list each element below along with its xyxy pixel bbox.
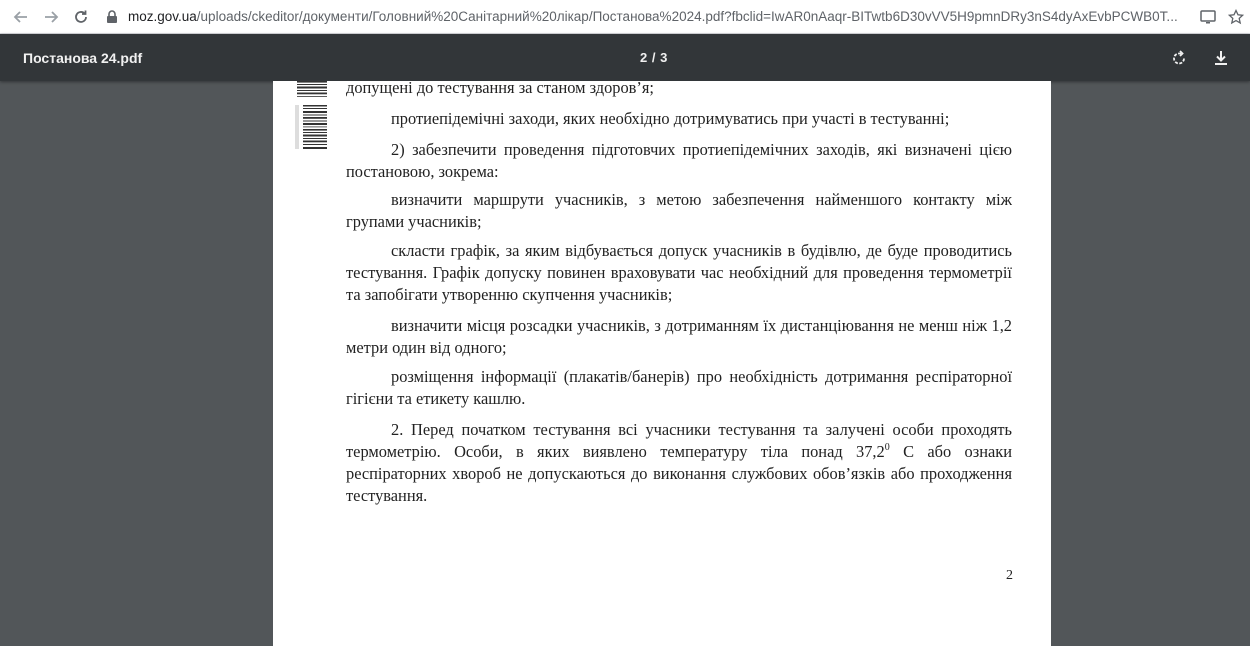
cast-button[interactable] [1194, 3, 1222, 31]
back-arrow-icon [13, 9, 29, 25]
paragraph-item-2: 2) забезпечити проведення підготовчих протиепідемічних заходів, які визначені цією постановою, зокрема: [346, 140, 1012, 181]
cast-icon [1200, 10, 1216, 24]
url-path: /uploads/ckeditor/документи/Головний%20Санітарний%20лікар/Постанова%2024.pdf?fbclid=IwAR0nAaqr-BITwtb6D30vVV5H9pmnDRy3nS4dyAxEvbPCWB0T... [196, 9, 1178, 24]
thermometry-text-start: 2. Перед початком тестування всі учасники тестування та залучені особи проходять термометрію. Особи, в яких виявлено температуру тіла понад 37,2 [346, 420, 1012, 461]
pdf-toolbar [0, 34, 1250, 81]
degree-superscript: 0 [884, 442, 890, 453]
paragraph-posters: розміщення інформації (плакатів/банерів) про необхідність дотримання респіраторної гігієни та етикету кашлю. [346, 367, 1012, 408]
reload-icon [73, 9, 89, 25]
rotate-button[interactable] [1158, 37, 1200, 79]
paragraph-thermometry [346, 419, 1012, 507]
download-icon [1213, 50, 1229, 66]
paragraph-schedule: скласти графік, за яким відбувається допуск учасників в будівлю, де буде проводитись тестування. Графік допуску повинен враховувати час необхідний для проведення термометрії та запобігати утворенню скупчення учасників; [346, 241, 1012, 304]
forward-button[interactable] [36, 2, 66, 32]
back-button[interactable] [6, 2, 36, 32]
registration-barcode [295, 81, 331, 153]
download-button[interactable] [1200, 37, 1242, 79]
url-host: moz.gov.ua [128, 9, 197, 24]
paragraph-health-admission: допущені до тестування за станом здоров’я; [346, 81, 654, 97]
paragraph-routes: визначити маршрути учасників, з метою забезпечення найменшого контакту між групами учасників; [346, 190, 1012, 231]
page-number: 2 [1006, 568, 1013, 583]
page-indicator: 2 / 3 [640, 50, 668, 65]
rotate-icon [1170, 49, 1188, 67]
url-field[interactable] [128, 9, 1208, 24]
paragraph-seating: визначити місця розсадки учасників, з дотриманням їх дистанціювання не менш ніж 1,2 метри один від одного; [346, 316, 1012, 357]
pdf-file-title: Постанова 24.pdf [23, 49, 143, 66]
paragraph-antiepidemic-measures: протиепідемічні заходи, яких необхідно дотримуватись при участі в тестуванні; [391, 109, 950, 128]
bookmark-star-icon [1228, 9, 1244, 25]
bookmark-button[interactable] [1222, 3, 1250, 31]
lock-icon[interactable] [104, 9, 120, 25]
forward-arrow-icon [43, 9, 59, 25]
thermometry-text-end: С або ознаки респіраторних хвороб не допускаються до виконання службових обов’язків або проходження тестування. [346, 442, 1012, 505]
pdf-page [273, 81, 1051, 646]
browser-address-bar [0, 0, 1250, 34]
reload-button[interactable] [66, 2, 96, 32]
